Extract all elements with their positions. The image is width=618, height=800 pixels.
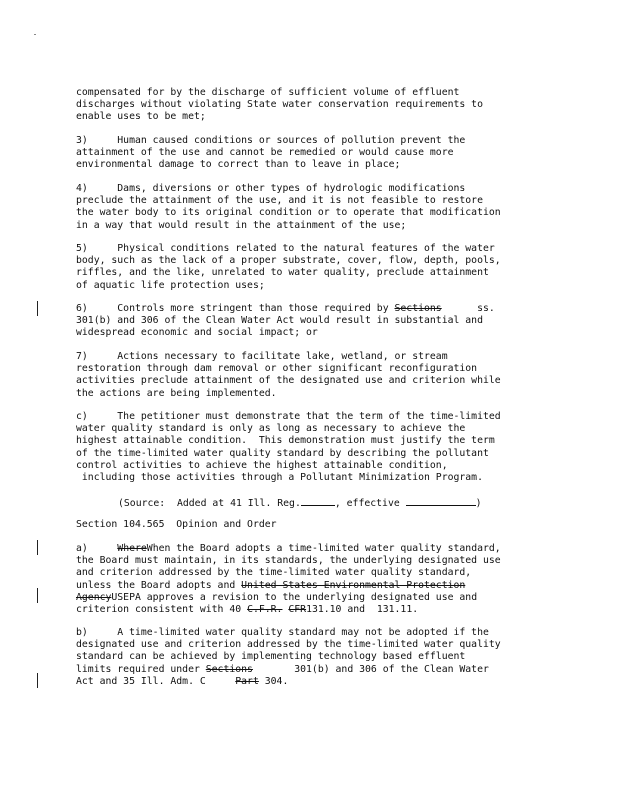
struck-text: CFR — [288, 604, 307, 616]
section-title: Section 104.565 Opinion and Order — [76, 519, 277, 530]
text-run: a) — [76, 543, 118, 554]
text-line — [76, 303, 546, 315]
text-line: b) A time-limited water quality standard may not be adopted if the — [76, 627, 489, 638]
text-line: 301(b) and 306 of the Clean Water Act would result in substantial and — [76, 315, 483, 327]
text-run: approves a revision to the underlying designated use and — [140, 591, 478, 603]
text-line — [76, 580, 546, 592]
struck-text: Sections — [205, 663, 253, 675]
list-item-7 — [76, 351, 546, 400]
text-line: standard can be achieved by implementing technology based effluent — [76, 651, 466, 663]
source-text: (Source: Added at 41 Ill. Reg. — [118, 498, 301, 509]
text-line: preclude the attainment of the use, and it is not feasible to restore — [76, 195, 483, 207]
revision-bar — [37, 301, 38, 316]
revision-bar — [37, 588, 38, 603]
struck-text: Agency — [76, 591, 112, 603]
text-run: 131.10 and 131.11. — [306, 604, 419, 616]
text-line: and criterion addressed by the time-limited water quality standard, — [76, 567, 472, 579]
source-text: ) — [475, 498, 482, 509]
text-line — [76, 676, 546, 688]
text-run: Act and 35 Ill. Adm. C — [76, 675, 236, 687]
text-line: activities preclude attainment of the designated use and criterion while — [76, 375, 501, 387]
subsection-a — [76, 543, 546, 616]
struck-text: Sections — [394, 303, 442, 314]
text-run: limits required under — [76, 663, 206, 675]
text-run: 301(b) and 306 of the Clean Water — [252, 663, 489, 675]
struck-text: Part — [235, 675, 259, 687]
revision-bar — [37, 673, 38, 688]
section-heading — [76, 519, 546, 531]
list-item-6 — [76, 303, 546, 340]
text-line: 7) Actions necessary to facilitate lake, wetland, or stream — [76, 351, 448, 362]
inserted-text: When — [146, 543, 171, 554]
blank-line — [301, 495, 335, 506]
text-line: body, such as the lack of a proper substrate, cover, flow, depth, pools, — [76, 255, 501, 267]
source-text: , effective — [334, 498, 406, 509]
text-line: including those activities through a Pollutant Minimization Program. — [76, 472, 483, 484]
text-line — [76, 604, 546, 616]
text-line: the actions are being implemented. — [76, 387, 277, 399]
text-run: the Board adopts a time-limited water quality standard, — [170, 543, 501, 554]
text-line: widespread economic and social impact; or — [76, 327, 318, 339]
text-line: c) The petitioner must demonstrate that the term of the time-limited — [76, 411, 501, 422]
text-line: control activities to achieve the highest attainable condition, — [76, 459, 448, 471]
list-item-4 — [76, 183, 546, 232]
text-line: discharges without violating State water conservation requirements to — [76, 99, 483, 111]
text-run: 304. — [258, 675, 289, 687]
struck-text: United States Environmental Protection — [241, 579, 466, 591]
text-line: 4) Dams, diversions or other types of hydrologic modifications — [76, 183, 466, 194]
text-line: 3) Human caused conditions or sources of pollution prevent the — [76, 135, 466, 146]
text-line — [76, 664, 546, 676]
text-run: criterion consistent with 40 — [76, 604, 248, 616]
text-line: highest attainable condition. This demonstration must justify the term — [76, 435, 495, 447]
subsection-b — [76, 627, 546, 688]
text-line: environmental damage to correct than to leave in place; — [76, 159, 401, 171]
text-line: restoration through dam removal or other significant reconfiguration — [76, 363, 478, 375]
struck-text: C.F.R. — [247, 604, 283, 616]
text-run: ss. — [441, 303, 495, 314]
text-run: 6) Controls more stringent than those required by — [76, 303, 395, 314]
text-line: water quality standard is only as long as necessary to achieve the — [76, 423, 466, 435]
text-run: unless the Board adopts and — [76, 579, 242, 591]
revision-bar — [37, 540, 38, 555]
text-line — [76, 543, 546, 555]
list-item-5 — [76, 243, 546, 292]
text-line: designated use and criterion addressed by the time-limited water quality — [76, 639, 501, 651]
text-line: enable uses to be met; — [76, 111, 206, 123]
text-line: of the time-limited water quality standard by describing the pollutant — [76, 447, 489, 459]
text-line — [76, 592, 546, 604]
text-line: compensated for by the discharge of sufficient volume of effluent — [76, 87, 460, 98]
blank-line — [406, 495, 476, 506]
list-item-3 — [76, 135, 546, 172]
text-line: in a way that would result in the attainment of the use; — [76, 219, 407, 231]
subsection-c — [76, 411, 546, 484]
text-line: 5) Physical conditions related to the natural features of the water — [76, 243, 495, 254]
source-note — [118, 495, 482, 510]
scan-speck — [34, 34, 36, 35]
text-line: attainment of the use and cannot be remedied or would cause more — [76, 147, 454, 159]
text-line: riffles, and the like, unrelated to water quality, preclude attainment — [76, 267, 489, 279]
text-line: the water body to its original condition or to operate that modification — [76, 207, 501, 219]
struck-text: Where — [117, 543, 147, 554]
text-line: the Board must maintain, in its standards, the underlying designated use — [76, 555, 501, 567]
text-line: of aquatic life protection uses; — [76, 279, 265, 291]
inserted-text: USEPA — [111, 591, 141, 603]
continuation-paragraph — [76, 87, 546, 124]
